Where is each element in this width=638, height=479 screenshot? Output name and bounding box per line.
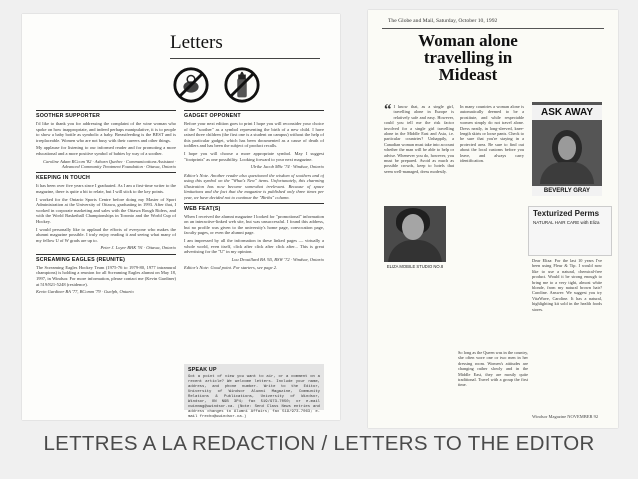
stylist-caption: ELIZA MOBILE STUDIO NO.8 [386,264,444,269]
letter-text: I would personally like to applaud the efforts of everyone who makes the alumni magazine possible. I truly enjoy reading it and seeing what many of my fellow U of W grads are up to. [36,226,176,243]
letter-signature: Kevin Gardiner BA '77, BComm '79 · Guelph, Ontario [36,289,134,295]
letter-text: I hope you will choose a more appropriate symbol. May I suggest "footprints" as one possibility. Looking forward to your next magazine. [184,150,324,162]
letter-heading: WEB FEAT(S) [184,203,324,212]
letter-heading: SOOTHER SUPPORTER [36,110,176,119]
letter-signature: Peter J. Loyer BHK '91 · Ottawa, Ontario [100,245,176,251]
dateline-rule [382,28,604,29]
letter-soother-supporter [36,110,176,169]
article-column-2: In many countries a woman alone is automatically deemed to be a prostitute, and while respectable women simply do not travel alone. Dress neatly, in long-sleeved, knee-length skirts or loose pants. Check to be sure that you're staying in a protected area. Be sure to find out about the local customs before you leave, and always carry identification. [460,104,524,164]
stylist-shoulders [388,240,442,262]
title-rule [170,58,320,59]
editors-note [184,265,324,271]
letter-web-feats [184,203,324,263]
letter-heading: GADGET OPPONENT [184,110,324,119]
ask-away-title: ASK AWAY [532,105,602,120]
article-column-3: So long as the Queen was in the country, she often wore one or two men in her dressing room. Women's attitudes are changing rather slowly and in the Middle East, they are mostly quite traditional. Travel with a group the first time. [458,350,528,388]
article-headline: Woman alone travelling in Mideast [418,31,518,84]
letter-signature: Ulrike Jacob MSc '74 · Windsor, Ontario [250,164,324,170]
hair-care-column: Dear Eliza: For the last 10 years I've been using Fleur & Tip. I would now like to use a natural, chemical-free product. Would it be strong enough to bring me to a very tight, almost white blonde, from my natural brown hair? Caroline. Answer: We suggest you try VitaWave, Caroline. It has a natural, highlighting kit sold in the health foods stores. [532,258,602,312]
letter-heading: KEEPING IN TOUCH [36,172,176,181]
columnist-name: BEVERLY GRAY [532,186,602,196]
texturized-perms-header [528,206,612,256]
speak-up-heading: SPEAK UP [188,367,217,373]
portrait-face [558,136,576,160]
letter-text: Before your next edition goes to print I hope you will reconsider your choice of the "soother" as a symbol representing the birth of a new child. I have raised three children (the first one is a student on campus) without the help of this particular gadget, which has been documented as a cause of death of toddlers and has been the subject of product recalls. [184,121,324,149]
slide-caption: LETTRES A LA REDACTION / LETTERS TO THE EDITOR [43,432,595,455]
perms-subtitle: NATURAL HAIR CARE with Eliza [533,220,600,225]
letter-text: I am impressed by all the information in these linked pages — virtually a whole world, even itself, click after click after click after... This is great advertising for the "U" in my opinion. [184,237,324,255]
speak-up-box [184,364,324,419]
newspaper-clipping [368,10,618,428]
letters-title: Letters [170,32,223,53]
editors-note [184,173,324,201]
letter-text: I worked for the Ontario Sports Centre before doing my Master of Sport Administration at the University of Ottawa, graduating in 1993. After that, I worked in corporate marketing and sales with the Ottawa Rough Riders, and with the World Basketball Championships in Toronto and the World Cup of Hockey. [36,196,176,224]
letter-gadget-opponent [184,110,324,170]
letter-text: The Screaming Eagles Hockey Team (1975-76 to 1979-80, 1977 intramural champions) is holding a reunion for all Screaming Eagles alumni on May 18, 1997, in Windsor. For more information, please contact me (Kevin Gardiner) at 519/821-5248 (residence). [36,264,176,287]
letter-signature: Lou Drouillard BA '65, BSW '72 · Windsor, Ontario [231,256,324,262]
stylist-face [402,214,424,240]
no-soother-icon [172,66,210,104]
portrait-body [540,162,594,184]
letter-text: I'd like to thank you for addressing the complaint of the wine woman who spoke on how inappropriate, and indeed perhaps manipulative, it is to people to show a baby bottle as symbolic a baby. Breastfeeding is the BEST and is irreplaceable. Women who are not busy with their careers and other things. [36,121,176,143]
letter-text: When I received the alumni magazine I looked for "promotional" information on an interactive-linked web site, but was unsuccessful. I found this address, but no profile was given to the university's home page, convocation page, faculty pages, or even the alumni page. [184,213,324,236]
ask-away-portrait [532,102,602,196]
letters-column-1 [36,110,176,410]
clipping-footer: Windsor Magazine NOVEMBER 92 [532,414,599,419]
speak-up-text: Got a point of view you want to air, or a comment on a recent article? We welcome letters. Include your name, address, and phone number. Write to the Editor, University of Windsor Alumni Magazine, Community Relations & Publications, University of Windsor, Windsor, ON N9B 3P4; fax 519/973-7050; or e-mail cwinmag@uwindsor.ca. (Note: Send Class News entries and address changes to Alumni Affairs; fax 519/973-7063; e-mail frecho@uwindsor.ca.) [188,375,320,419]
letter-heading: SCREAMING EAGLES (REUNITE) [36,254,176,263]
article-text: I know that, as a single girl, travelling alone in Europe is relatively safe and easy. However, could you tell me the risk factor involved for a single girl travelling alone in the Middle East and Asia, i.e. particular countries? Unhappily, a Canadian woman must take into account whether the man will be able to help or advise. Whenever you do, however, you must be prepared. Avoid as much as possible crowds, keep to hotels that seem well-managed, dress modestly. [384,104,454,174]
drop-cap: “ [384,104,392,118]
editors-note-text: Editor's Note. Another reader also questioned the wisdom of soothers and of using this symbol on the "What's New" items. Unfortunately, this charming illustration has now become somewhat irrelevant. Because of space limitations and the fact that the magazine is published only three times per year, we have decided not to continue the "Births" column. [184,172,324,200]
letter-text: It has been over five years since I graduated. As I am a first-time writer to the magazine, there is quite a bit to relate, but I will stick to the key points. [36,183,176,194]
no-baby-bottle-icon [223,66,261,104]
letters-column-2 [184,110,324,360]
letter-keeping-in-touch [36,172,176,250]
stylist-photo [384,206,446,262]
newspaper-dateline: The Globe and Mail, Saturday, October 10, 1992 [388,18,498,24]
letter-signature: Caroline Adam RCcom '82 · Ashurn Quebec · Communications Assistant · Advanced Community Treatment Foundation · Ottawa, Ontario [43,158,176,169]
letter-screaming-eagles [36,254,176,295]
letters-page [22,14,340,420]
perms-title: Texturized Perms [533,209,600,218]
letter-text: My applause for listening to our informed reader and for promoting a more educational and a more positive symbol of babies by way of a soother. [36,145,176,156]
editors-note-text: Editor's Note: Good point. For starters, see page 2. [184,265,278,271]
